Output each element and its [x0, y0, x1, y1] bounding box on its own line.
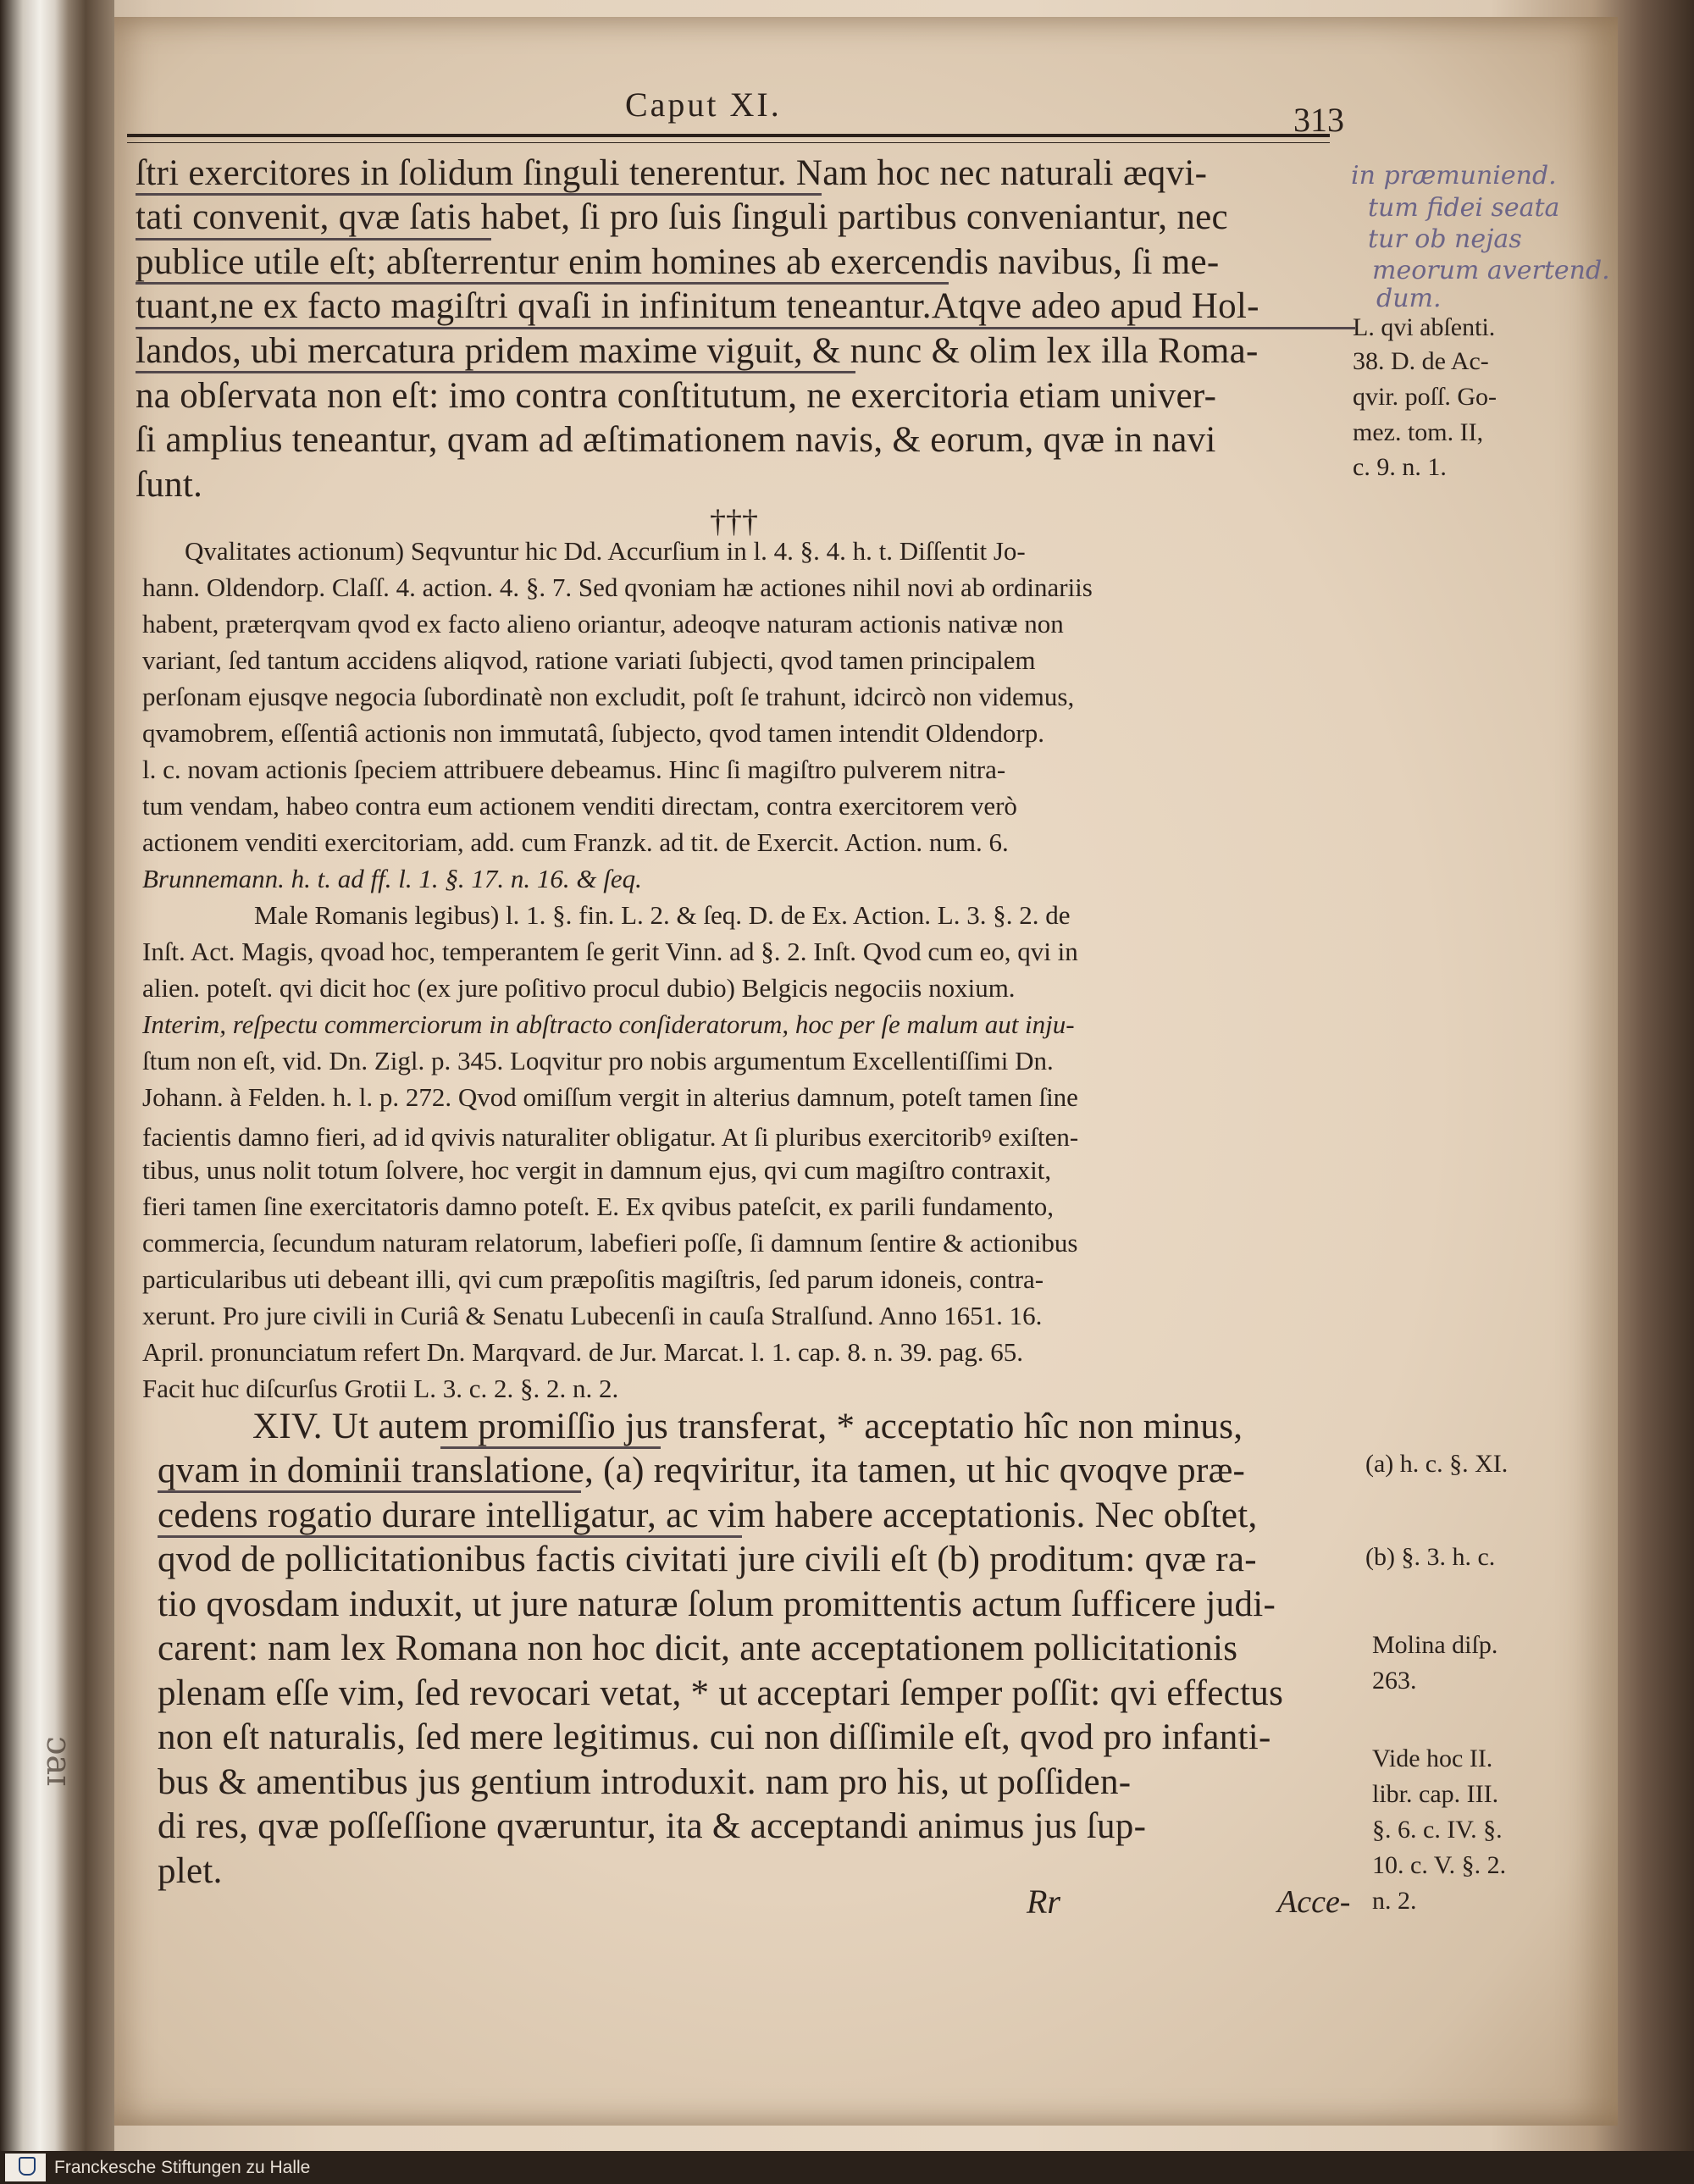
margin-note-line: qvir. poſſ. Go- [1353, 383, 1497, 411]
note-line: qvamobrem, eſſentiâ actionis non immutatâ, ſubjecto, qvod tamen intendit Oldendorp. [142, 718, 1044, 748]
note-line: alien. poteſt. qvi dicit hoc (ex jure poſitivo procul dubio) Belgicis negociis noxium. [142, 973, 1016, 1003]
note-line: perſonam ejusqve negocia ſubordinatè non excludit, poſt ſe trahunt, idcircò non videmus, [142, 682, 1075, 711]
handwritten-note-line: dum. [1376, 284, 1442, 313]
note-line: facientis damno fieri, ad id qvivis naturaliter obligatur. At ſi pluribus exercitoribꝰ exiſten- [142, 1122, 1079, 1152]
section-text-line: XIV. Ut autem promiſſio jus transferat, * acceptatio hîc non minus, [252, 1407, 1243, 1446]
note-line: Inſt. Act. Magis, qvoad hoc, temperantem ſe gerit Vinn. ad §. 2. Inſt. Qvod cum eo, qvi in [142, 937, 1078, 966]
ink-underline [136, 238, 491, 241]
ink-underline [136, 327, 1355, 329]
section-text-line: carent: nam lex Romana non hoc dicit, ante acceptationem pollicitationis [158, 1628, 1238, 1668]
handwritten-note-line: tur ob nejas [1368, 224, 1522, 254]
margin-note-line: L. qvi abſenti. [1353, 313, 1496, 341]
note-line: l. c. novam actionis ſpeciem attribuere debeamus. Hinc ſi magiſtro pulverem nitra- [142, 755, 1006, 784]
handwritten-note-line: meorum avertend. [1372, 256, 1610, 285]
note-line: habent, præterqvam qvod ex facto alieno oriantur, adeoqve naturam actionis nativæ non [142, 609, 1064, 639]
section-text-line: cedens rogatio durare intelligatur, ac vim habere acceptationis. Nec obſtet, [158, 1496, 1258, 1535]
note-line: Interim, reſpectu commerciorum in abſtracto conſideratorum, hoc per ſe malum aut inju- [142, 1009, 1075, 1039]
page-number: 313 [1293, 101, 1344, 139]
section-text-line: bus & amentibus jus gentium introduxit. nam pro his, ut poſſiden- [158, 1762, 1132, 1802]
margin-note-line: (b) §. 3. h. c. [1365, 1543, 1496, 1571]
ink-underline [158, 1490, 581, 1493]
note-line: Brunnemann. h. t. ad ff. l. 1. §. 17. n. 16. & ſeq. [142, 864, 642, 893]
chapter-title: Caput XI. [625, 86, 782, 124]
note-line: tibus, unus nolit totum ſolvere, hoc vergit in damnum ejus, qvi cum magiſtro contraxit, [142, 1155, 1052, 1185]
ink-underline [440, 1446, 661, 1449]
margin-note-line: libr. cap. III. [1372, 1780, 1499, 1808]
ink-underline [136, 193, 822, 196]
section-text-line: plenam eſſe vim, ſed revocari vetat, * ut acceptari ſemper poſſit: qvi effectus [158, 1673, 1284, 1713]
section-text-line: plet. [158, 1851, 223, 1891]
ink-underline [136, 282, 949, 285]
ink-underline [158, 1535, 742, 1538]
header-rule [127, 134, 1330, 143]
note-line: Johann. à Felden. h. l. p. 272. Qvod omiſſum vergit in alterius damnum, poteſt tamen ſine [142, 1082, 1078, 1112]
handwritten-note-line: tum fidei seata [1368, 193, 1560, 223]
main-text-line: ſunt. [136, 465, 203, 505]
margin-note-line: c. 9. n. 1. [1353, 453, 1447, 481]
note-line: ſtum non eſt, vid. Dn. Zigl. p. 345. Loqvitur pro nobis argumentum Excellentiſſimi Dn. [142, 1046, 1054, 1075]
institution-logo-icon [5, 2154, 46, 2181]
margin-note-line: 263. [1372, 1667, 1417, 1695]
signature-mark: Rr [1027, 1883, 1060, 1921]
spine-handwriting: ɔaɪ [39, 1736, 78, 1787]
section-separator: ††† [710, 504, 758, 539]
margin-note-line: n. 2. [1372, 1887, 1417, 1915]
note-line: hann. Oldendorp. Claſſ. 4. action. 4. §. 7. Sed qvoniam hæ actiones nihil novi ab ordinariis [142, 572, 1093, 602]
ink-underline [136, 371, 855, 373]
note-line: tum vendam, habeo contra eum actionem venditi directam, contra exercitorem verò [142, 791, 1017, 821]
note-line: actionem venditi exercitoriam, add. cum Franzk. ad tit. de Exercit. Action. num. 6. [142, 827, 1009, 857]
section-text-line: qvod de pollicitationibus factis civitati jure civili eſt (b) proditum: qvæ ra- [158, 1540, 1257, 1579]
note-line: April. pronunciatum refert Dn. Marqvard. de Jur. Marcat. l. 1. cap. 8. n. 39. pag. 65. [142, 1337, 1023, 1367]
note-line: fieri tamen ſine exercitatoris damno poteſt. E. Ex qvibus pateſcit, ex parili fundamento, [142, 1192, 1055, 1221]
margin-note-line: 10. c. V. §. 2. [1372, 1851, 1507, 1879]
handwritten-note-line: in præmuniend. [1351, 161, 1557, 191]
margin-note-line: mez. tom. II, [1353, 418, 1484, 446]
main-text-line: tati convenit, qvæ ſatis habet, ſi pro ſuis ſinguli partibus conveniantur, nec [136, 197, 1228, 237]
note-line: commercia, ſecundum naturam relatorum, labefieri poſſe, ſi damnum ſentire & actionibus [142, 1228, 1078, 1258]
section-text-line: non eſt naturalis, ſed mere legitimus. cui non diſſimile eſt, qvod pro infanti- [158, 1717, 1271, 1757]
main-text-line: ſi amplius teneantur, qvam ad æſtimationem navis, & eorum, qvæ in navi [136, 420, 1216, 460]
section-text-line: qvam in dominii translatione, (a) reqviritur, ita tamen, ut hic qvoqve præ- [158, 1451, 1246, 1490]
note-line: Male Romanis legibus) l. 1. §. fin. L. 2. & ſeq. D. de Ex. Action. L. 3. §. 2. de [254, 900, 1071, 930]
note-line: variant, ſed tantum accidens aliqvod, ratione variati ſubjecti, qvod tamen principalem [142, 645, 1036, 675]
margin-note-line: Molina diſp. [1372, 1631, 1498, 1659]
footer-credit: Franckesche Stiftungen zu Halle [54, 2158, 311, 2177]
section-text-line: tio qvosdam induxit, ut jure naturæ ſolum promittentis actum ſufficere judi- [158, 1584, 1276, 1624]
main-text-line: tuant,ne ex facto magiſtri qvaſi in infinitum teneantur.Atqve adeo apud Hol- [136, 286, 1259, 326]
main-text-line: ſtri exercitores in ſolidum ſinguli tenerentur. Nam hoc nec naturali æqvi- [136, 153, 1208, 193]
margin-note-line: (a) h. c. §. XI. [1365, 1450, 1509, 1478]
margin-note-line: 38. D. de Ac- [1353, 347, 1489, 375]
note-line: Qvalitates actionum) Seqvuntur hic Dd. Accurſium in l. 4. §. 4. h. t. Diſſentit Jo- [185, 536, 1026, 566]
main-text-line: publice utile eſt; abſterrentur enim homines ab exercendis navibus, ſi me- [136, 242, 1220, 282]
margin-note-line: Vide hoc II. [1372, 1744, 1493, 1772]
main-text-line: landos, ubi mercatura pridem maxime viguit, & nunc & olim lex illa Roma- [136, 331, 1259, 371]
catchword: Acce- [1277, 1884, 1351, 1920]
margin-note-line: §. 6. c. IV. §. [1372, 1816, 1503, 1844]
section-text-line: di res, qvæ poſſeſſione qværuntur, ita & acceptandi animus jus ſup- [158, 1806, 1147, 1846]
note-line: Facit huc diſcurſus Grotii L. 3. c. 2. §. 2. n. 2. [142, 1374, 619, 1403]
note-line: xerunt. Pro jure civili in Curiâ & Senatu Lubecenſi in cauſa Stralſund. Anno 1651. 16. [142, 1301, 1043, 1330]
note-line: particularibus uti debeant illi, qvi cum præpoſitis magiſtris, ſed parum idoneis, contra- [142, 1264, 1044, 1294]
main-text-line: na obſervata non eſt: imo contra conſtitutum, ne exercitoria etiam univer- [136, 376, 1217, 416]
